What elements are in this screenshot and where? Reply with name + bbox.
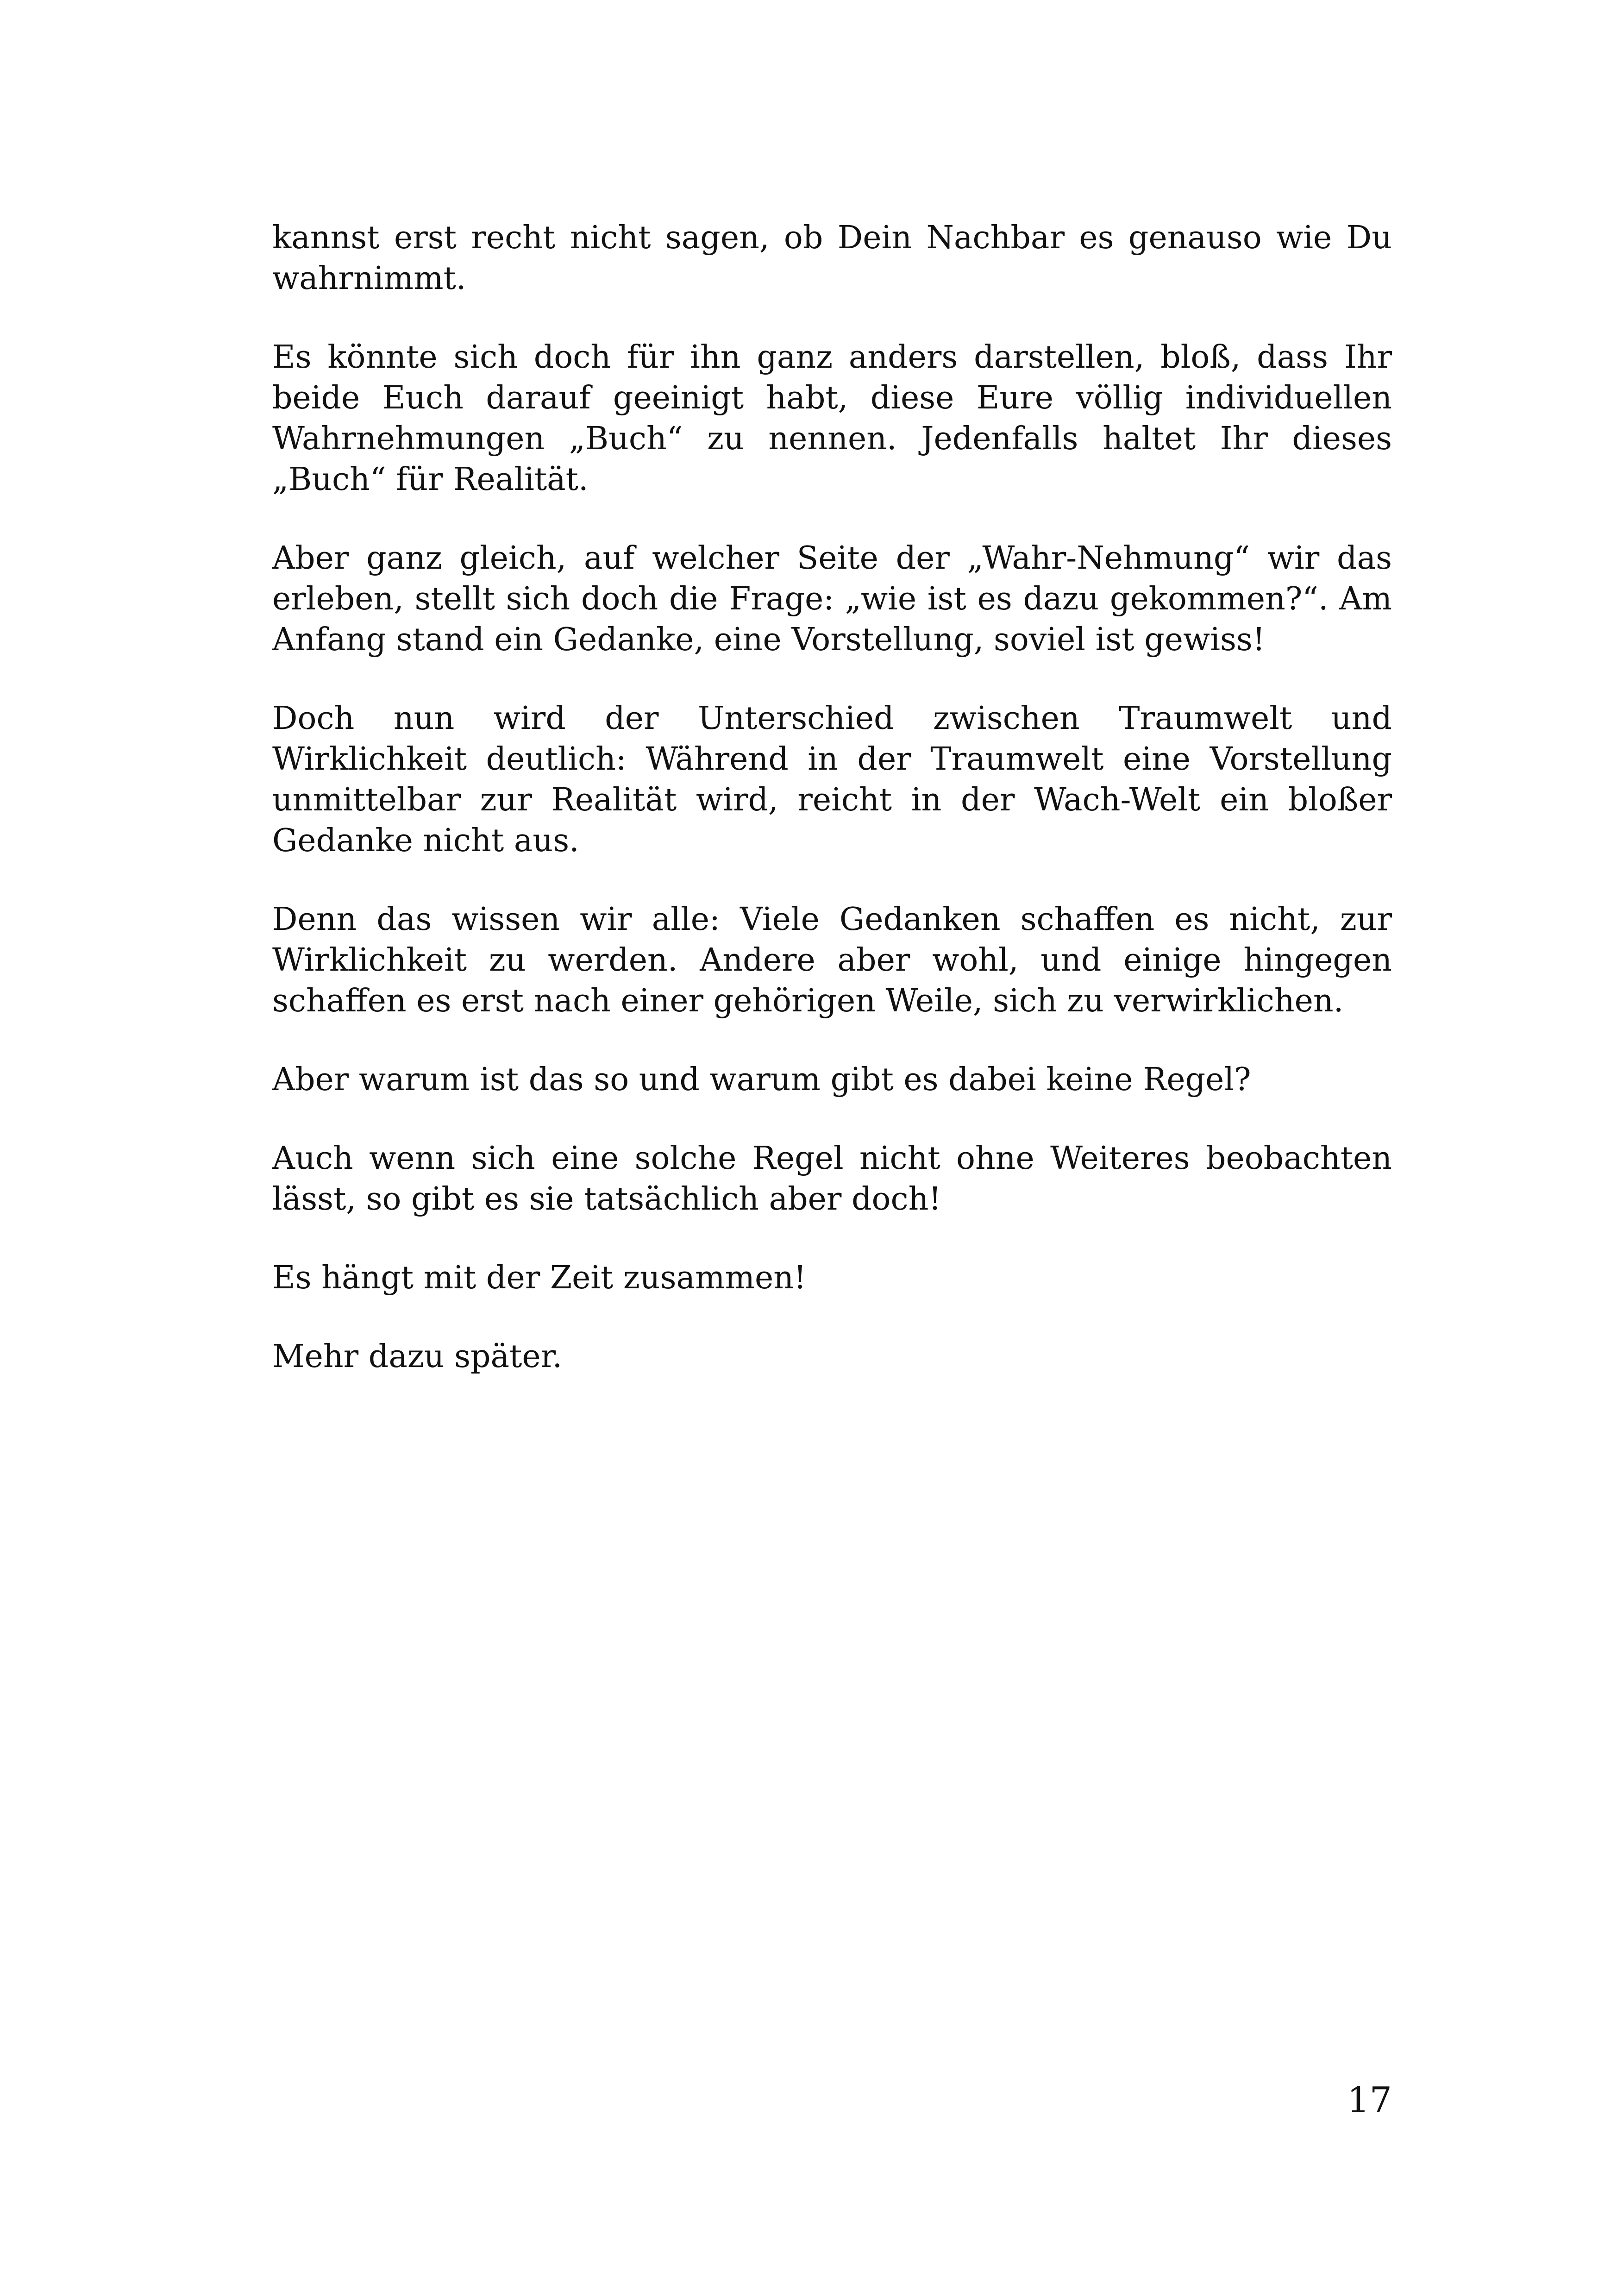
page-number: 17 (1347, 2079, 1392, 2120)
body-text (272, 218, 1392, 1415)
paragraph: Denn das wissen wir alle: Viele Gedanken schaffen es nicht, zur Wirklichkeit zu werden. Andere aber wohl, und einige hingegen schaffen es erst nach einer gehörigen Weile, sich zu verwirklichen. (272, 901, 1392, 1019)
paragraph: kannst erst recht nicht sagen, ob Dein Nachbar es genauso wie Du wahrnimmt. (272, 220, 1392, 297)
paragraph: Es hängt mit der Zeit zusammen! (272, 1260, 807, 1296)
paragraph: Aber ganz gleich, auf welcher Seite der „Wahr-Nehmung“ wir das erleben, stellt sich doch die Frage: „wie ist es dazu gekommen?“. Am Anfang stand ein Gedanke, eine Vorstellung, soviel ist gewiss! (272, 540, 1392, 658)
paragraph: Mehr dazu später. (272, 1338, 563, 1375)
paragraph: Aber warum ist das so und warum gibt es dabei keine Regel? (272, 1061, 1251, 1098)
paragraph: Doch nun wird der Unterschied zwischen Traumwelt und Wirklichkeit deutlich: Während in der Traumwelt eine Vorstellung unmittelbar zur Realität wird, reicht in der Wach-Welt ein bloßer Gedanke nicht aus. (272, 700, 1392, 859)
paragraph: Auch wenn sich eine solche Regel nicht ohne Weiteres beobachten lässt, so gibt es sie tatsächlich aber doch! (272, 1140, 1392, 1217)
paragraph: Es könnte sich doch für ihn ganz anders darstellen, bloß, dass Ihr beide Euch darauf geeinigt habt, diese Eure völlig individuellen Wahrnehmungen „Buch“ zu nennen. Jedenfalls haltet Ihr dieses „Buch“ für Realität. (272, 339, 1392, 498)
